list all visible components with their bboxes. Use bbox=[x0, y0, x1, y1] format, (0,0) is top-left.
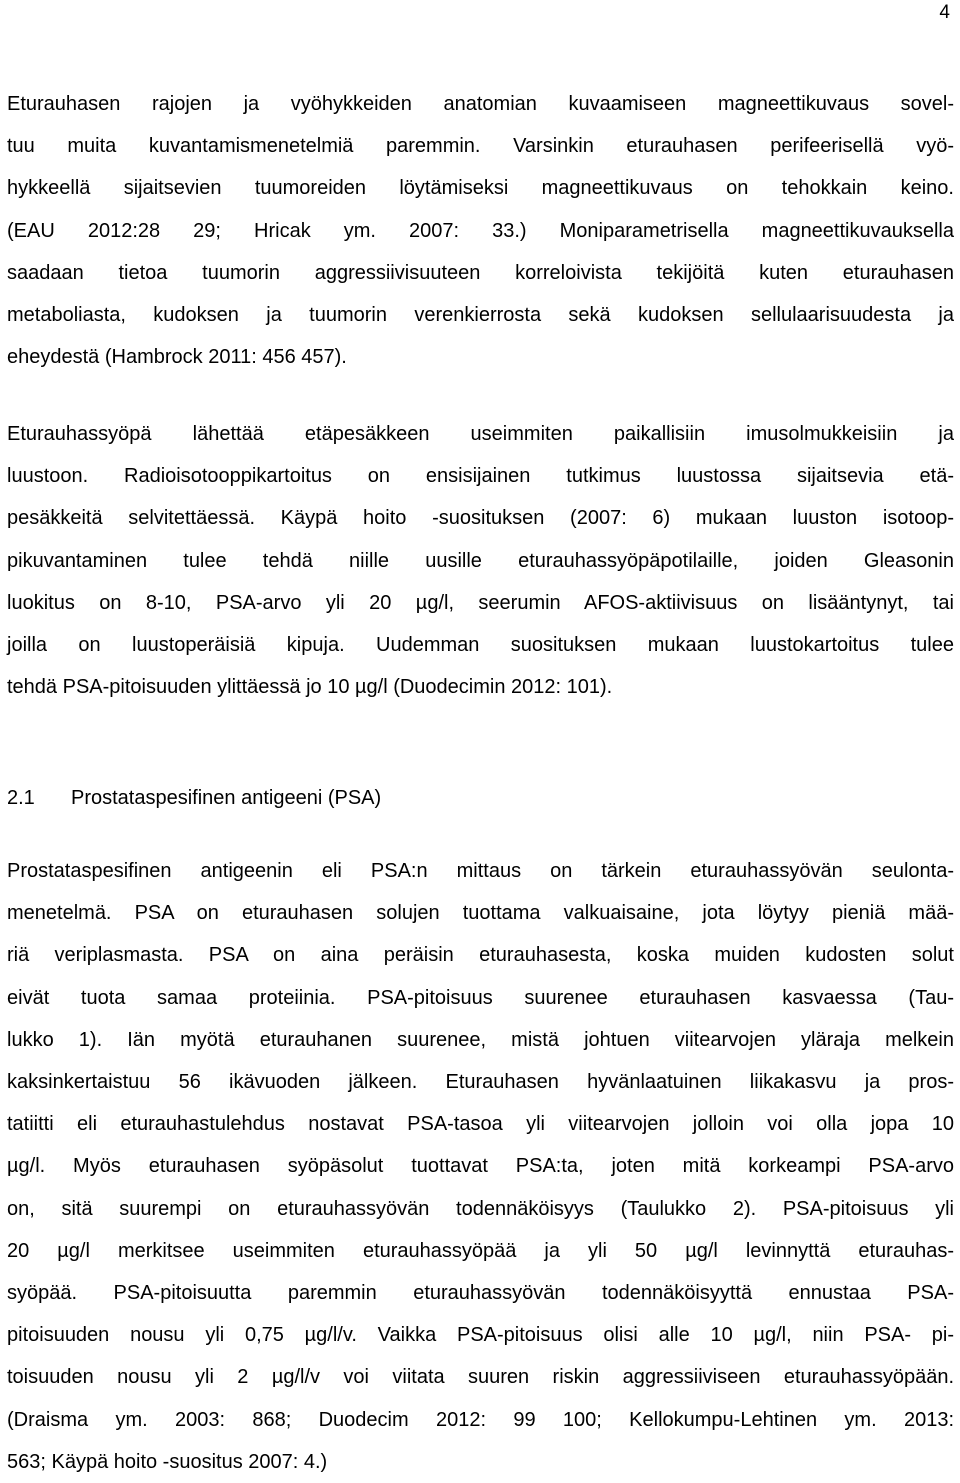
text-line: pikuvantaminen tulee tehdä niille uusille eturauhassyöpäpotilaille, joiden Gleasonin bbox=[7, 549, 954, 572]
text-line: hykkeellä sijaitsevien tuumoreiden löytämiseksi magneettikuvaus on tehokkain keino. bbox=[7, 177, 954, 200]
text-line: pesäkkeitä selvitettäessä. Käypä hoito -suosituksen (2007: 6) mukaan luuston isotoop- bbox=[7, 507, 954, 530]
paragraph-metastases bbox=[7, 413, 954, 708]
text-line: syöpää. PSA-pitoisuutta paremmin eturauhassyövän todennäköisyyttä ennustaa PSA- bbox=[7, 1282, 954, 1305]
text-line: µg/l. Myös eturauhasen syöpäsolut tuottavat PSA:ta, joten mitä korkeampi PSA-arvo bbox=[7, 1155, 954, 1178]
text-line: metaboliasta, kudoksen ja tuumorin verenkierrosta sekä kudoksen sellulaarisuudesta ja bbox=[7, 304, 954, 327]
text-line: eivät tuota samaa proteiinia. PSA-pitoisuus suurenee eturauhasen kasvaessa (Tau- bbox=[7, 986, 954, 1009]
paragraph-psa bbox=[7, 850, 954, 1483]
text-line: menetelmä. PSA on eturauhasen solujen tuottama valkuaisaine, jota löytyy pieniä mää- bbox=[7, 902, 954, 925]
text-line: tehdä PSA-pitoisuuden ylittäessä jo 10 µg/l (Duodecimin 2012: 101). bbox=[7, 676, 613, 699]
text-line: pitoisuuden nousu yli 0,75 µg/l/v. Vaikka PSA-pitoisuus olisi alle 10 µg/l, niin PSA- pi- bbox=[7, 1324, 954, 1347]
text-line: Eturauhassyöpä lähettää etäpesäkkeen useimmiten paikallisiin imusolmukkeisiin ja bbox=[7, 423, 954, 445]
text-line: saadaan tietoa tuumorin aggressiivisuuteen korreloivista tekijöitä kuten eturauhasen bbox=[7, 261, 954, 284]
text-line: on, sitä suurempi on eturauhassyövän todennäköisyys (Taulukko 2). PSA-pitoisuus yli bbox=[7, 1197, 954, 1220]
text-line: lukko 1). Iän myötä eturauhanen suurenee, mistä johtuen viitearvojen yläraja melkein bbox=[7, 1028, 954, 1051]
text-line: Prostataspesifinen antigeenin eli PSA:n mittaus on tärkein eturauhassyövän seulonta- bbox=[7, 860, 954, 882]
text-line: joilla on luustoperäisiä kipuja. Uudemman suosituksen mukaan luustokartoitus tulee bbox=[7, 634, 954, 657]
text-line: 20 µg/l merkitsee useimmiten eturauhassyöpää ja yli 50 µg/l levinnyttä eturauhas- bbox=[7, 1239, 954, 1262]
text-line: luustoon. Radioisotooppikartoitus on ensisijainen tutkimus luustossa sijaitsevia etä- bbox=[7, 465, 954, 488]
text-line: kaksinkertaistuu 56 ikävuoden jälkeen. Eturauhasen hyvänlaatuinen liikakasvu ja pros- bbox=[7, 1071, 954, 1094]
section-title: Prostataspesifinen antigeeni (PSA) bbox=[71, 787, 382, 809]
section-heading bbox=[7, 782, 381, 814]
text-line: 563; Käypä hoito -suositus 2007: 4.) bbox=[7, 1450, 328, 1473]
text-line: luokitus on 8-10, PSA-arvo yli 20 µg/l, seerumin AFOS-aktiivisuus on lisääntynyt, tai bbox=[7, 591, 954, 614]
section-number: 2.1 bbox=[7, 787, 35, 809]
paragraph-mri bbox=[7, 83, 954, 378]
text-line: (EAU 2012:28 29; Hricak ym. 2007: 33.) Moniparametrisella magneettikuvauksella bbox=[7, 219, 954, 242]
text-line: toisuuden nousu yli 2 µg/l/v voi viitata suuren riskin aggressiiviseen eturauhassyöpään. bbox=[7, 1366, 954, 1389]
text-line: (Draisma ym. 2003: 868; Duodecim 2012: 99 100; Kellokumpu-Lehtinen ym. 2013: bbox=[7, 1408, 954, 1431]
text-line: tuu muita kuvantamismenetelmiä paremmin. Varsinkin eturauhasen perifeerisellä vyö- bbox=[7, 135, 954, 158]
text-line: riä veriplasmasta. PSA on aina peräisin eturauhasesta, koska muiden kudosten solut bbox=[7, 944, 954, 967]
text-line: Eturauhasen rajojen ja vyöhykkeiden anatomian kuvaamiseen magneettikuvaus sovel- bbox=[7, 93, 954, 115]
page-number: 4 bbox=[939, 2, 950, 23]
text-line: eheydestä (Hambrock 2011: 456 457). bbox=[7, 346, 347, 369]
text-line: tatiitti eli eturauhastulehdus nostavat PSA-tasoa yli viitearvojen jolloin voi olla jopa 10 bbox=[7, 1113, 954, 1136]
